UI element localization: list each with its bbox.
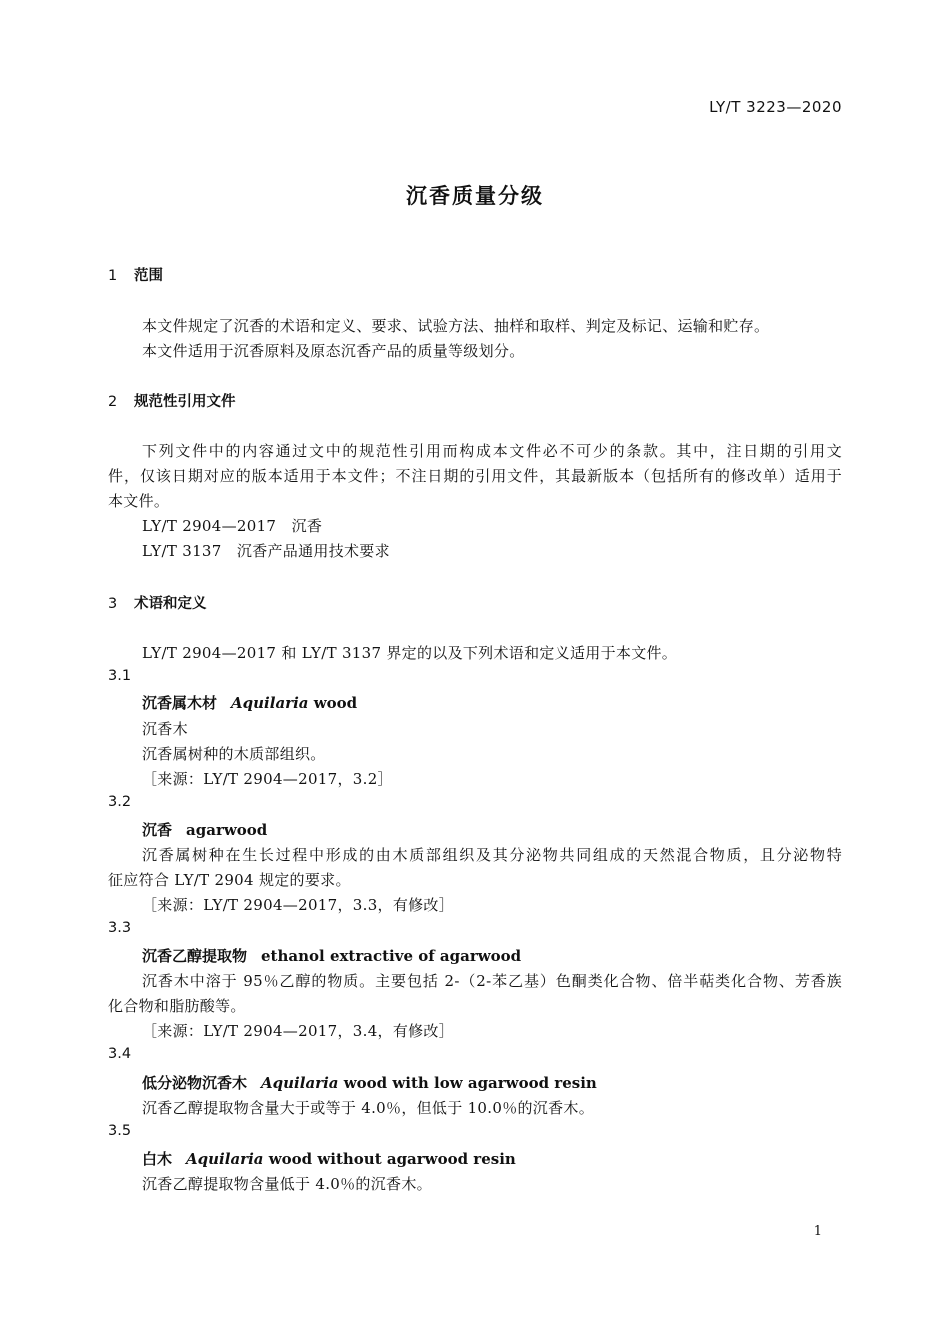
term-heading [142,692,357,713]
term-en-rest: wood with low agarwood resin [338,1074,597,1092]
term-definition: 沉香乙醇提取物含量大于或等于 4.0％，但低于 10.0％的沉香木。 [142,1099,594,1117]
term-definition-line: 化合物和脂肪酸等。 [108,997,246,1015]
term-en [231,694,357,712]
term-en-italic: Aquilaria [231,694,309,712]
clause-number: 3.4 [108,1046,132,1062]
term-en-italic: Aquilaria [261,1074,339,1092]
term-heading [142,1148,516,1169]
term-en [186,1150,516,1168]
term-zh: 沉香乙醇提取物 [142,947,248,965]
section-3-heading [108,592,207,613]
section-title: 术语和定义 [134,596,207,612]
paragraph: 本文件适用于沉香原料及原态沉香产品的质量等级划分。 [142,342,525,360]
section-title: 范围 [134,268,163,284]
term-zh: 沉香属木材 [142,694,218,712]
term-heading [142,1072,597,1093]
clause-number: 3.2 [108,794,132,810]
term-alternative: 沉香木 [142,720,188,738]
term-source: ［来源：LY/T 2904—2017，3.3，有修改］ [142,896,455,914]
term-zh: 沉香 [142,821,173,839]
document-title: 沉香质量分级 [406,184,544,208]
clause-number: 3.5 [108,1123,132,1139]
term-heading [142,945,521,966]
term-en: ethanol extractive of agarwood [261,947,522,965]
term-en: agarwood [186,821,268,839]
term-source: ［来源：LY/T 2904—2017，3.4，有修改］ [142,1022,455,1040]
normative-reference: LY/T 2904—2017 沉香 [142,517,323,535]
page-number: 1 [813,1224,822,1239]
term-heading [142,819,267,840]
clause-number: 3.3 [108,920,132,936]
term-zh: 低分泌物沉香木 [142,1074,248,1092]
term-en [261,1074,597,1092]
term-definition-line: 征应符合 LY/T 2904 规定的要求。 [108,871,351,889]
standard-code: LY/T 3223—2020 [709,98,842,116]
term-en-rest: wood without agarwood resin [263,1150,516,1168]
section-number: 1 [108,268,118,284]
paragraph: LY/T 2904—2017 和 LY/T 3137 界定的以及下列术语和定义适用于本文件。 [142,644,678,662]
section-title: 规范性引用文件 [134,394,236,410]
normative-reference: LY/T 3137 沉香产品通用技术要求 [142,542,390,560]
term-zh: 白木 [142,1150,173,1168]
section-1-heading [108,264,163,285]
term-en-rest: wood [308,694,358,712]
term-en-italic: Aquilaria [186,1150,264,1168]
section-2-heading [108,390,236,411]
paragraph-line: 下列文件中的内容通过文中的规范性引用而构成本文件必不可少的条款。其中，注日期的引用文 [142,442,842,460]
clause-number: 3.1 [108,668,132,684]
term-definition-line: 沉香木中溶于 95％乙醇的物质。主要包括 2-（2-苯乙基）色酮类化合物、倍半萜类化合物、芳香族 [142,972,842,990]
paragraph: 本文件规定了沉香的术语和定义、要求、试验方法、抽样和取样、判定及标记、运输和贮存。 [142,317,770,335]
term-definition: 沉香乙醇提取物含量低于 4.0％的沉香木。 [142,1175,432,1193]
term-source: ［来源：LY/T 2904—2017，3.2］ [142,770,393,788]
term-definition-line: 沉香属树种在生长过程中形成的由木质部组织及其分泌物共同组成的天然混合物质，且分泌物特 [142,846,842,864]
term-definition: 沉香属树种的木质部组织。 [142,745,326,763]
section-number: 3 [108,596,118,612]
section-number: 2 [108,394,118,410]
paragraph-line: 本文件。 [108,492,170,510]
paragraph-line: 件，仅该日期对应的版本适用于本文件；不注日期的引用文件，其最新版本（包括所有的修改单）适用于 [108,467,842,485]
